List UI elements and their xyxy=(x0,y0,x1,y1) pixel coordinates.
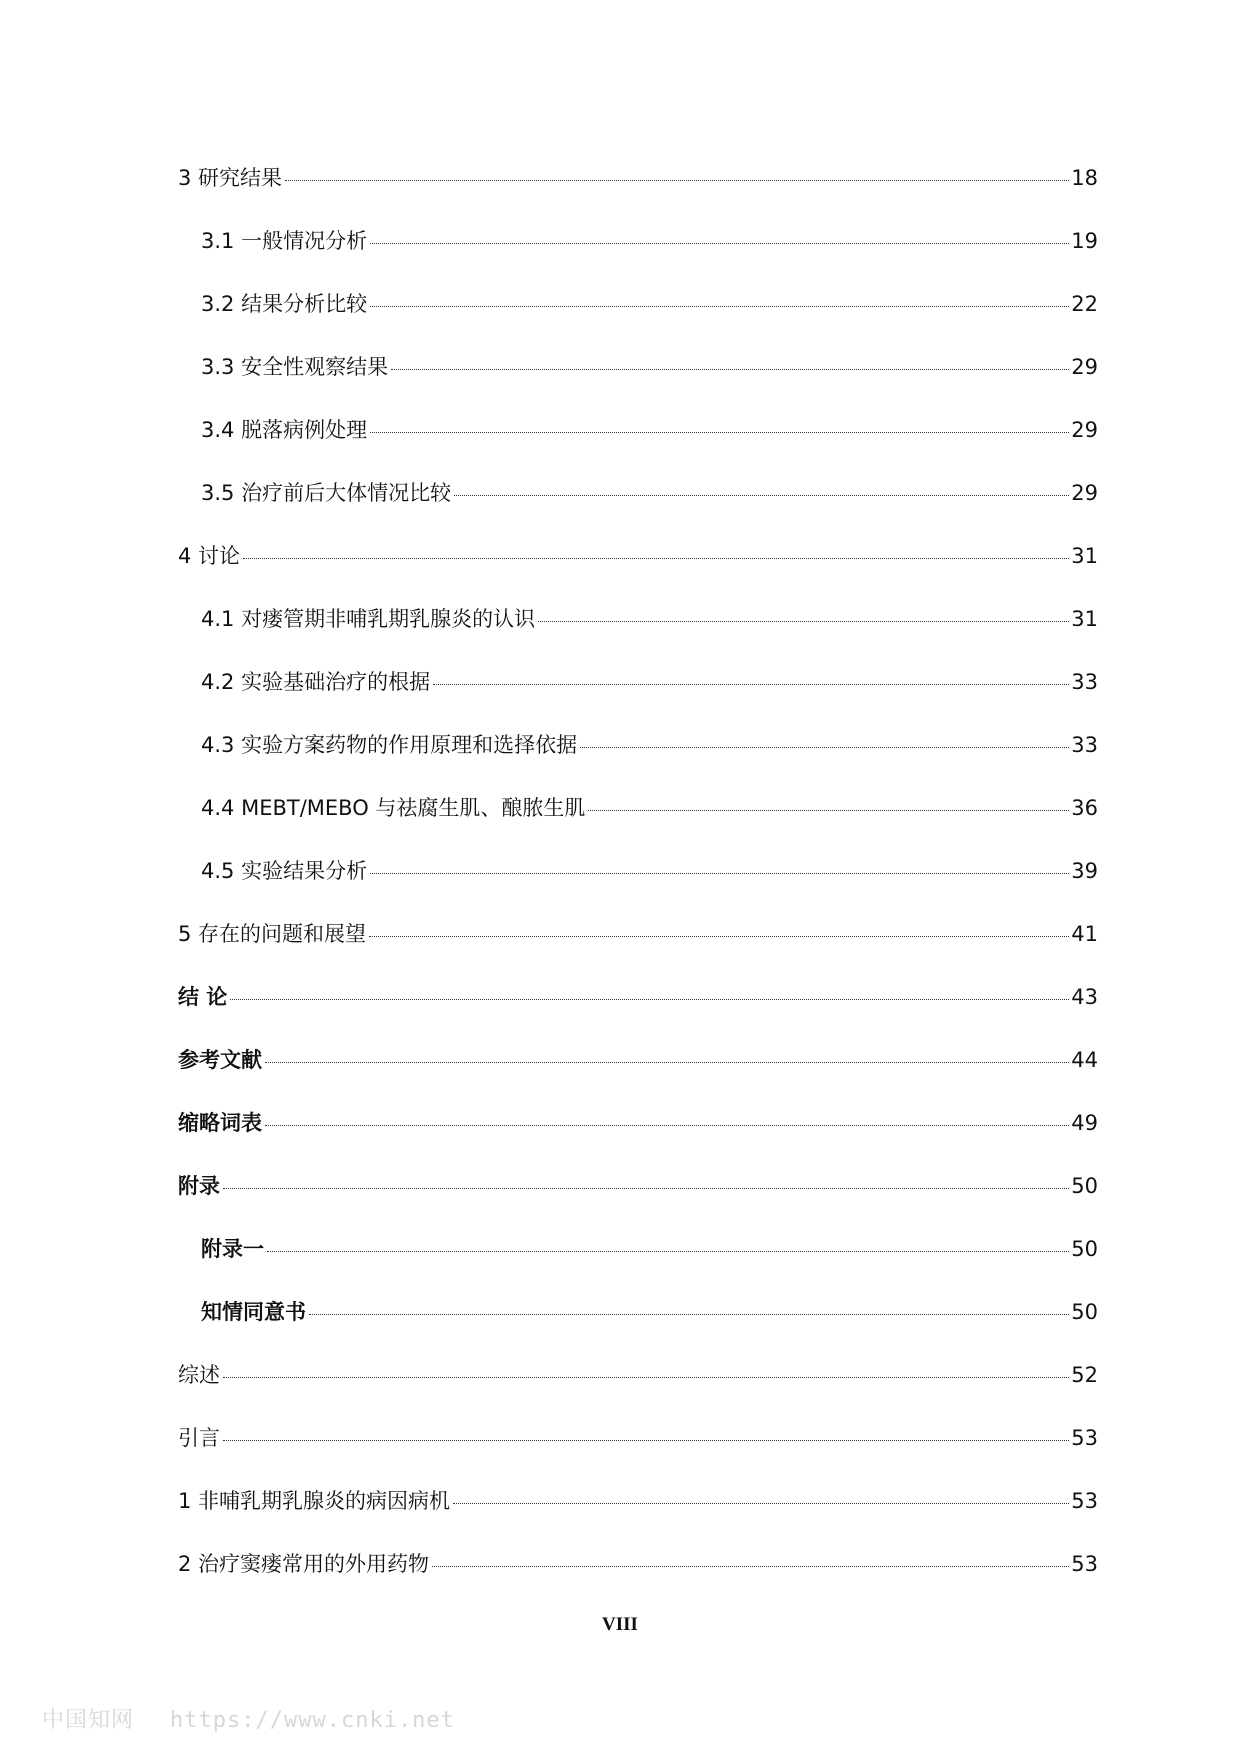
toc-entry-title: 4.4 MEBT/MEBO 与祛腐生肌、酿脓生肌 xyxy=(201,796,586,820)
toc-entry-page: 50 xyxy=(1071,1237,1098,1261)
toc-entry-title: 3.4 脱落病例处理 xyxy=(201,418,368,442)
toc-entry-page: 39 xyxy=(1071,859,1098,883)
toc-entry-title: 4.3 实验方案药物的作用原理和选择依据 xyxy=(201,733,578,757)
toc-entry xyxy=(178,1108,1098,1171)
toc-entry-title: 3.3 安全性观察结果 xyxy=(201,355,389,379)
watermark xyxy=(42,1703,455,1734)
page-number: VIII xyxy=(602,1614,638,1635)
toc-entry-page: 50 xyxy=(1071,1174,1098,1198)
toc-entry xyxy=(178,163,1098,226)
toc-entry-page: 29 xyxy=(1071,355,1098,379)
toc-entry-page: 31 xyxy=(1071,544,1098,568)
toc-dot-leader xyxy=(370,243,1069,244)
table-of-contents xyxy=(178,163,1098,1612)
toc-entry-page: 50 xyxy=(1071,1300,1098,1324)
toc-entry xyxy=(178,1045,1098,1108)
toc-dot-leader xyxy=(309,1314,1069,1315)
toc-entry-page: 44 xyxy=(1071,1048,1098,1072)
toc-entry xyxy=(178,226,1098,289)
toc-dot-leader xyxy=(370,873,1069,874)
toc-entry xyxy=(178,1423,1098,1486)
toc-dot-leader xyxy=(588,810,1069,811)
toc-dot-leader xyxy=(285,180,1069,181)
toc-entry-page: 22 xyxy=(1071,292,1098,316)
toc-entry-page: 53 xyxy=(1071,1489,1098,1513)
toc-entry xyxy=(178,1486,1098,1549)
toc-entry-page: 31 xyxy=(1071,607,1098,631)
toc-entry-page: 41 xyxy=(1071,922,1098,946)
watermark-brand: 中国知网 xyxy=(42,1708,135,1733)
toc-entry-title: 4.2 实验基础治疗的根据 xyxy=(201,670,431,694)
toc-entry-page: 53 xyxy=(1071,1426,1098,1450)
toc-entry-title: 综述 xyxy=(178,1363,220,1387)
toc-dot-leader xyxy=(230,999,1069,1000)
toc-dot-leader xyxy=(223,1377,1069,1378)
toc-entry-title: 参考文献 xyxy=(178,1048,262,1072)
toc-entry-title: 5 存在的问题和展望 xyxy=(178,922,367,946)
toc-entry-title: 附录 xyxy=(178,1174,220,1198)
toc-entry xyxy=(178,604,1098,667)
toc-entry xyxy=(178,1549,1098,1612)
toc-entry xyxy=(178,415,1098,478)
toc-entry-page: 52 xyxy=(1071,1363,1098,1387)
toc-entry-title: 3.2 结果分析比较 xyxy=(201,292,368,316)
toc-entry xyxy=(178,982,1098,1045)
toc-entry xyxy=(178,352,1098,415)
toc-entry-page: 33 xyxy=(1071,733,1098,757)
toc-dot-leader xyxy=(391,369,1069,370)
toc-entry-title: 缩略词表 xyxy=(178,1111,262,1135)
toc-entry-title: 引言 xyxy=(178,1426,220,1450)
toc-dot-leader xyxy=(369,936,1069,937)
toc-entry xyxy=(178,289,1098,352)
toc-entry xyxy=(178,1360,1098,1423)
toc-dot-leader xyxy=(223,1188,1069,1189)
toc-entry xyxy=(178,730,1098,793)
toc-entry-title: 结 论 xyxy=(178,985,228,1009)
toc-entry xyxy=(178,919,1098,982)
toc-entry-title: 1 非哺乳期乳腺炎的病因病机 xyxy=(178,1489,451,1513)
toc-entry-title: 2 治疗窦瘘常用的外用药物 xyxy=(178,1552,430,1576)
toc-dot-leader xyxy=(454,495,1069,496)
toc-entry xyxy=(178,1297,1098,1360)
toc-dot-leader xyxy=(580,747,1069,748)
toc-dot-leader xyxy=(433,684,1069,685)
toc-dot-leader xyxy=(265,1125,1069,1126)
toc-entry-page: 36 xyxy=(1071,796,1098,820)
toc-dot-leader xyxy=(538,621,1069,622)
toc-dot-leader xyxy=(432,1566,1069,1567)
toc-entry-page: 18 xyxy=(1071,166,1098,190)
toc-dot-leader xyxy=(223,1440,1069,1441)
toc-entry xyxy=(178,793,1098,856)
toc-dot-leader xyxy=(243,558,1069,559)
toc-entry xyxy=(178,1171,1098,1234)
toc-dot-leader xyxy=(453,1503,1069,1504)
toc-dot-leader xyxy=(370,306,1069,307)
toc-entry-page: 29 xyxy=(1071,481,1098,505)
toc-dot-leader xyxy=(265,1062,1069,1063)
watermark-url: https://www.cnki.net xyxy=(170,1708,455,1733)
toc-entry-title: 4.5 实验结果分析 xyxy=(201,859,368,883)
toc-entry xyxy=(178,856,1098,919)
toc-entry-title: 附录一 xyxy=(201,1237,264,1261)
toc-entry-page: 33 xyxy=(1071,670,1098,694)
toc-entry-page: 29 xyxy=(1071,418,1098,442)
toc-entry-title: 3.1 一般情况分析 xyxy=(201,229,368,253)
toc-dot-leader xyxy=(370,432,1069,433)
toc-entry-title: 3 研究结果 xyxy=(178,166,283,190)
toc-entry-page: 53 xyxy=(1071,1552,1098,1576)
toc-entry-title: 4.1 对瘘管期非哺乳期乳腺炎的认识 xyxy=(201,607,536,631)
toc-dot-leader xyxy=(267,1251,1069,1252)
toc-entry-page: 19 xyxy=(1071,229,1098,253)
toc-entry-page: 43 xyxy=(1071,985,1098,1009)
toc-entry xyxy=(178,667,1098,730)
toc-entry-title: 4 讨论 xyxy=(178,544,241,568)
toc-entry xyxy=(178,1234,1098,1297)
toc-entry xyxy=(178,541,1098,604)
toc-entry-title: 3.5 治疗前后大体情况比较 xyxy=(201,481,452,505)
toc-entry-page: 49 xyxy=(1071,1111,1098,1135)
toc-entry xyxy=(178,478,1098,541)
toc-entry-title: 知情同意书 xyxy=(201,1300,306,1324)
